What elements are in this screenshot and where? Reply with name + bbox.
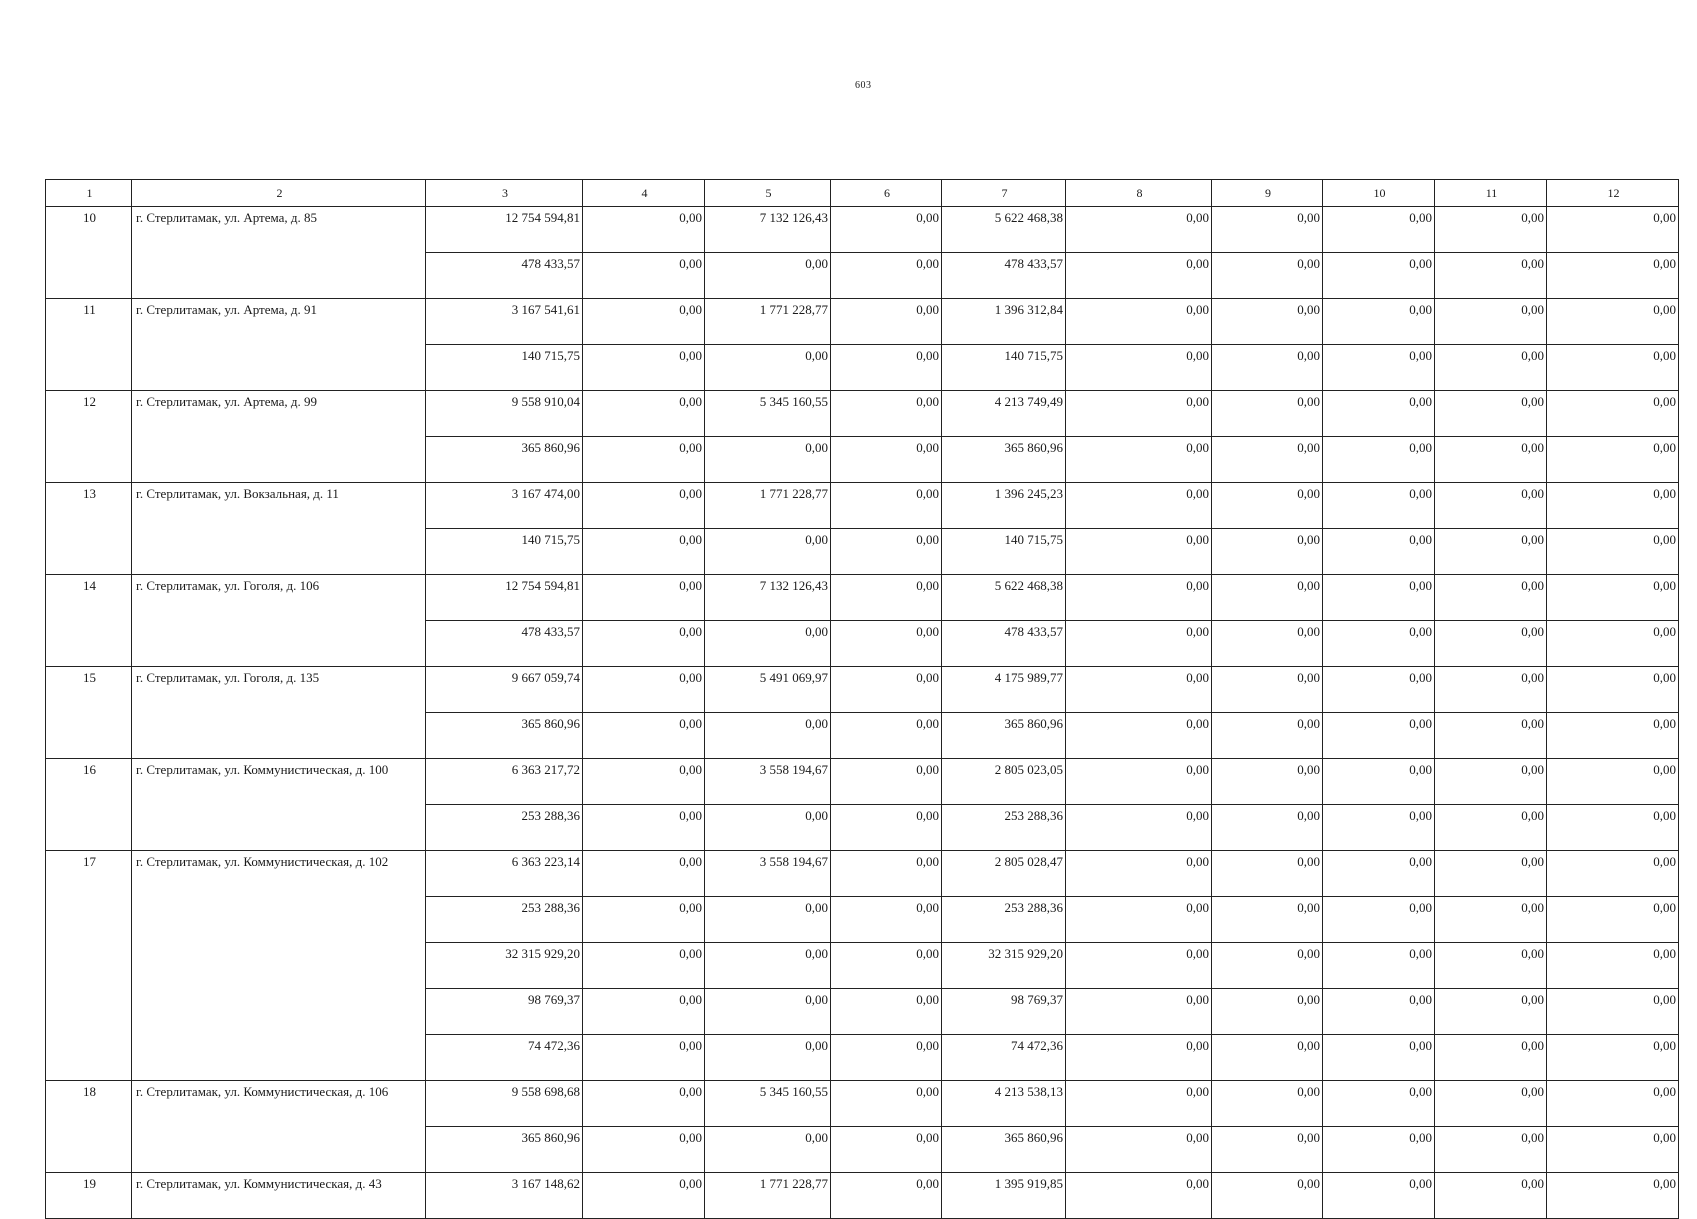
- value-cell: 0,00: [1435, 759, 1547, 805]
- value-cell: 0,00: [1066, 667, 1212, 713]
- column-header: 6: [831, 180, 942, 207]
- value-cell: 0,00: [1066, 483, 1212, 529]
- row-number: 15: [46, 667, 132, 759]
- value-cell: 3 167 541,61: [426, 299, 583, 345]
- value-cell: 0,00: [1547, 851, 1679, 897]
- value-cell: 0,00: [1547, 713, 1679, 759]
- value-cell: 0,00: [1547, 391, 1679, 437]
- value-cell: 0,00: [583, 391, 705, 437]
- value-cell: 0,00: [1212, 391, 1323, 437]
- value-cell: 0,00: [1212, 529, 1323, 575]
- column-header: 7: [942, 180, 1066, 207]
- value-cell: 0,00: [583, 621, 705, 667]
- value-cell: 0,00: [1066, 989, 1212, 1035]
- value-cell: 0,00: [1435, 989, 1547, 1035]
- row-number: 19: [46, 1173, 132, 1219]
- value-cell: 0,00: [1323, 989, 1435, 1035]
- value-cell: 12 754 594,81: [426, 207, 583, 253]
- value-cell: 0,00: [1435, 253, 1547, 299]
- value-cell: 0,00: [1547, 1173, 1679, 1219]
- value-cell: 0,00: [705, 621, 831, 667]
- value-cell: 0,00: [583, 1035, 705, 1081]
- value-cell: 0,00: [705, 897, 831, 943]
- value-cell: 0,00: [831, 805, 942, 851]
- value-cell: 0,00: [1323, 897, 1435, 943]
- value-cell: 0,00: [831, 989, 942, 1035]
- value-cell: 0,00: [583, 1081, 705, 1127]
- value-cell: 0,00: [1212, 989, 1323, 1035]
- value-cell: 0,00: [831, 897, 942, 943]
- value-cell: 0,00: [1066, 529, 1212, 575]
- value-cell: 6 363 223,14: [426, 851, 583, 897]
- value-cell: 0,00: [1212, 1173, 1323, 1219]
- address-cell: г. Стерлитамак, ул. Гоголя, д. 106: [132, 575, 426, 667]
- value-cell: 0,00: [1066, 759, 1212, 805]
- value-cell: 0,00: [583, 897, 705, 943]
- value-cell: 0,00: [1435, 1127, 1547, 1173]
- value-cell: 12 754 594,81: [426, 575, 583, 621]
- value-cell: 0,00: [583, 299, 705, 345]
- value-cell: 253 288,36: [942, 897, 1066, 943]
- value-cell: 0,00: [831, 1173, 942, 1219]
- value-cell: 0,00: [1547, 437, 1679, 483]
- value-cell: 0,00: [1547, 207, 1679, 253]
- value-cell: 0,00: [705, 345, 831, 391]
- value-cell: 365 860,96: [942, 1127, 1066, 1173]
- value-cell: 0,00: [1066, 897, 1212, 943]
- value-cell: 0,00: [583, 529, 705, 575]
- value-cell: 3 558 194,67: [705, 851, 831, 897]
- value-cell: 365 860,96: [942, 713, 1066, 759]
- value-cell: 5 345 160,55: [705, 1081, 831, 1127]
- value-cell: 5 622 468,38: [942, 575, 1066, 621]
- value-cell: 365 860,96: [426, 713, 583, 759]
- value-cell: 0,00: [1212, 943, 1323, 989]
- value-cell: 74 472,36: [942, 1035, 1066, 1081]
- value-cell: 5 491 069,97: [705, 667, 831, 713]
- value-cell: 0,00: [1066, 1035, 1212, 1081]
- value-cell: 0,00: [583, 345, 705, 391]
- address-cell: г. Стерлитамак, ул. Коммунистическая, д. 100: [132, 759, 426, 851]
- value-cell: 0,00: [1323, 207, 1435, 253]
- value-cell: 0,00: [831, 529, 942, 575]
- address-cell: г. Стерлитамак, ул. Коммунистическая, д. 43: [132, 1173, 426, 1219]
- value-cell: 0,00: [583, 207, 705, 253]
- value-cell: 0,00: [1212, 299, 1323, 345]
- value-cell: 478 433,57: [426, 253, 583, 299]
- address-cell: г. Стерлитамак, ул. Артема, д. 91: [132, 299, 426, 391]
- value-cell: 6 363 217,72: [426, 759, 583, 805]
- value-cell: 0,00: [583, 1173, 705, 1219]
- value-cell: 0,00: [1323, 1127, 1435, 1173]
- value-cell: 74 472,36: [426, 1035, 583, 1081]
- column-header: 3: [426, 180, 583, 207]
- column-header: 1: [46, 180, 132, 207]
- value-cell: 5 622 468,38: [942, 207, 1066, 253]
- value-cell: 0,00: [1547, 483, 1679, 529]
- value-cell: 0,00: [1212, 759, 1323, 805]
- value-cell: 0,00: [1547, 1127, 1679, 1173]
- page-number: 603: [855, 80, 872, 91]
- value-cell: 0,00: [705, 989, 831, 1035]
- value-cell: 0,00: [1435, 1173, 1547, 1219]
- value-cell: 0,00: [1323, 1081, 1435, 1127]
- value-cell: 140 715,75: [942, 345, 1066, 391]
- value-cell: 3 167 474,00: [426, 483, 583, 529]
- value-cell: 0,00: [1547, 253, 1679, 299]
- value-cell: 0,00: [1435, 437, 1547, 483]
- value-cell: 0,00: [1435, 345, 1547, 391]
- value-cell: 0,00: [831, 621, 942, 667]
- value-cell: 0,00: [1547, 299, 1679, 345]
- value-cell: 4 175 989,77: [942, 667, 1066, 713]
- value-cell: 0,00: [831, 253, 942, 299]
- value-cell: 0,00: [831, 207, 942, 253]
- value-cell: 0,00: [1066, 1127, 1212, 1173]
- value-cell: 98 769,37: [426, 989, 583, 1035]
- value-cell: 0,00: [1323, 805, 1435, 851]
- address-cell: г. Стерлитамак, ул. Артема, д. 99: [132, 391, 426, 483]
- value-cell: 1 396 245,23: [942, 483, 1066, 529]
- value-cell: 0,00: [1066, 943, 1212, 989]
- value-cell: 0,00: [831, 1127, 942, 1173]
- value-cell: 0,00: [1066, 851, 1212, 897]
- row-number: 14: [46, 575, 132, 667]
- value-cell: 9 558 910,04: [426, 391, 583, 437]
- header-row: [46, 180, 1679, 207]
- value-cell: 0,00: [583, 253, 705, 299]
- value-cell: 32 315 929,20: [426, 943, 583, 989]
- value-cell: 0,00: [1066, 805, 1212, 851]
- value-cell: 0,00: [583, 713, 705, 759]
- row-number: 13: [46, 483, 132, 575]
- table-row: [46, 1081, 1679, 1127]
- value-cell: 0,00: [1323, 851, 1435, 897]
- value-cell: 0,00: [1212, 1127, 1323, 1173]
- value-cell: 0,00: [705, 713, 831, 759]
- table-row: [46, 483, 1679, 529]
- value-cell: 0,00: [705, 253, 831, 299]
- address-cell: г. Стерлитамак, ул. Коммунистическая, д. 106: [132, 1081, 426, 1173]
- value-cell: 0,00: [831, 437, 942, 483]
- value-cell: 0,00: [1547, 529, 1679, 575]
- value-cell: 0,00: [1547, 989, 1679, 1035]
- value-cell: 0,00: [1323, 667, 1435, 713]
- value-cell: 0,00: [1066, 621, 1212, 667]
- value-cell: 0,00: [1435, 713, 1547, 759]
- value-cell: 0,00: [1435, 897, 1547, 943]
- value-cell: 0,00: [583, 759, 705, 805]
- value-cell: 0,00: [1323, 483, 1435, 529]
- value-cell: 0,00: [1323, 943, 1435, 989]
- row-number: 16: [46, 759, 132, 851]
- value-cell: 0,00: [831, 943, 942, 989]
- value-cell: 0,00: [1212, 1081, 1323, 1127]
- value-cell: 0,00: [1323, 759, 1435, 805]
- value-cell: 365 860,96: [426, 437, 583, 483]
- value-cell: 0,00: [1323, 713, 1435, 759]
- value-cell: 4 213 749,49: [942, 391, 1066, 437]
- value-cell: 0,00: [831, 1081, 942, 1127]
- value-cell: 0,00: [1066, 713, 1212, 759]
- value-cell: 0,00: [1547, 621, 1679, 667]
- value-cell: 0,00: [1212, 345, 1323, 391]
- value-cell: 2 805 028,47: [942, 851, 1066, 897]
- value-cell: 98 769,37: [942, 989, 1066, 1035]
- value-cell: 0,00: [1547, 575, 1679, 621]
- address-cell: г. Стерлитамак, ул. Вокзальная, д. 11: [132, 483, 426, 575]
- value-cell: 0,00: [1212, 897, 1323, 943]
- value-cell: 0,00: [1212, 253, 1323, 299]
- value-cell: 0,00: [1212, 621, 1323, 667]
- address-cell: г. Стерлитамак, ул. Коммунистическая, д. 102: [132, 851, 426, 1081]
- value-cell: 478 433,57: [942, 253, 1066, 299]
- row-number: 11: [46, 299, 132, 391]
- value-cell: 0,00: [1323, 253, 1435, 299]
- column-header: 2: [132, 180, 426, 207]
- value-cell: 0,00: [831, 667, 942, 713]
- table-row: [46, 759, 1679, 805]
- value-cell: 0,00: [1323, 621, 1435, 667]
- value-cell: 0,00: [831, 713, 942, 759]
- value-cell: 1 771 228,77: [705, 299, 831, 345]
- value-cell: 7 132 126,43: [705, 575, 831, 621]
- value-cell: 0,00: [1435, 667, 1547, 713]
- value-cell: 0,00: [583, 805, 705, 851]
- value-cell: 140 715,75: [426, 345, 583, 391]
- value-cell: 2 805 023,05: [942, 759, 1066, 805]
- column-header: 4: [583, 180, 705, 207]
- value-cell: 0,00: [1212, 575, 1323, 621]
- table-row: [46, 391, 1679, 437]
- value-cell: 0,00: [1212, 437, 1323, 483]
- column-header: 11: [1435, 180, 1547, 207]
- value-cell: 0,00: [1066, 1081, 1212, 1127]
- column-header: 12: [1547, 180, 1679, 207]
- value-cell: 9 558 698,68: [426, 1081, 583, 1127]
- value-cell: 32 315 929,20: [942, 943, 1066, 989]
- value-cell: 1 771 228,77: [705, 483, 831, 529]
- value-cell: 0,00: [1323, 575, 1435, 621]
- value-cell: 0,00: [1212, 805, 1323, 851]
- table-row: [46, 1173, 1679, 1219]
- value-cell: 3 558 194,67: [705, 759, 831, 805]
- value-cell: 5 345 160,55: [705, 391, 831, 437]
- value-cell: 478 433,57: [426, 621, 583, 667]
- value-cell: 0,00: [583, 667, 705, 713]
- value-cell: 0,00: [1066, 391, 1212, 437]
- value-cell: 0,00: [1323, 345, 1435, 391]
- value-cell: 0,00: [1323, 529, 1435, 575]
- value-cell: 0,00: [1066, 207, 1212, 253]
- value-cell: 253 288,36: [426, 897, 583, 943]
- value-cell: 0,00: [1547, 897, 1679, 943]
- value-cell: 3 167 148,62: [426, 1173, 583, 1219]
- value-cell: 0,00: [1066, 437, 1212, 483]
- value-cell: 0,00: [583, 1127, 705, 1173]
- value-cell: 0,00: [1547, 345, 1679, 391]
- value-cell: 0,00: [1066, 299, 1212, 345]
- value-cell: 0,00: [705, 529, 831, 575]
- value-cell: 0,00: [1435, 805, 1547, 851]
- value-cell: 0,00: [831, 345, 942, 391]
- row-number: 10: [46, 207, 132, 299]
- value-cell: 0,00: [583, 851, 705, 897]
- value-cell: 0,00: [831, 299, 942, 345]
- row-number: 18: [46, 1081, 132, 1173]
- value-cell: 7 132 126,43: [705, 207, 831, 253]
- value-cell: 0,00: [1435, 529, 1547, 575]
- value-cell: 365 860,96: [942, 437, 1066, 483]
- column-header: 9: [1212, 180, 1323, 207]
- value-cell: 365 860,96: [426, 1127, 583, 1173]
- register-table: [45, 179, 1679, 1219]
- value-cell: 0,00: [831, 483, 942, 529]
- value-cell: 0,00: [705, 943, 831, 989]
- value-cell: 0,00: [1547, 667, 1679, 713]
- value-cell: 0,00: [1547, 1081, 1679, 1127]
- value-cell: 1 396 312,84: [942, 299, 1066, 345]
- value-cell: 0,00: [1323, 437, 1435, 483]
- value-cell: 0,00: [1066, 253, 1212, 299]
- value-cell: 0,00: [1435, 207, 1547, 253]
- value-cell: 0,00: [1323, 1173, 1435, 1219]
- value-cell: 0,00: [1547, 943, 1679, 989]
- value-cell: 478 433,57: [942, 621, 1066, 667]
- value-cell: 0,00: [1323, 1035, 1435, 1081]
- value-cell: 0,00: [1435, 1081, 1547, 1127]
- value-cell: 1 771 228,77: [705, 1173, 831, 1219]
- value-cell: 1 395 919,85: [942, 1173, 1066, 1219]
- row-number: 12: [46, 391, 132, 483]
- value-cell: 0,00: [831, 1035, 942, 1081]
- value-cell: 0,00: [1212, 207, 1323, 253]
- value-cell: 0,00: [583, 989, 705, 1035]
- value-cell: 0,00: [583, 483, 705, 529]
- value-cell: 0,00: [1435, 1035, 1547, 1081]
- table-row: [46, 575, 1679, 621]
- value-cell: 0,00: [1435, 621, 1547, 667]
- value-cell: 0,00: [1212, 483, 1323, 529]
- value-cell: 0,00: [831, 575, 942, 621]
- value-cell: 0,00: [583, 575, 705, 621]
- value-cell: 0,00: [705, 437, 831, 483]
- value-cell: 0,00: [831, 759, 942, 805]
- value-cell: 0,00: [1547, 1035, 1679, 1081]
- value-cell: 9 667 059,74: [426, 667, 583, 713]
- value-cell: 140 715,75: [426, 529, 583, 575]
- value-cell: 0,00: [1547, 805, 1679, 851]
- table-row: [46, 207, 1679, 253]
- value-cell: 0,00: [1212, 713, 1323, 759]
- value-cell: 0,00: [1435, 483, 1547, 529]
- value-cell: 0,00: [831, 391, 942, 437]
- column-header: 5: [705, 180, 831, 207]
- column-header: 10: [1323, 180, 1435, 207]
- value-cell: 140 715,75: [942, 529, 1066, 575]
- value-cell: 0,00: [583, 943, 705, 989]
- address-cell: г. Стерлитамак, ул. Артема, д. 85: [132, 207, 426, 299]
- address-cell: г. Стерлитамак, ул. Гоголя, д. 135: [132, 667, 426, 759]
- table-row: [46, 299, 1679, 345]
- value-cell: 0,00: [1212, 667, 1323, 713]
- value-cell: 0,00: [831, 851, 942, 897]
- value-cell: 0,00: [1435, 851, 1547, 897]
- value-cell: 0,00: [1435, 299, 1547, 345]
- value-cell: 0,00: [705, 805, 831, 851]
- value-cell: 0,00: [1323, 391, 1435, 437]
- value-cell: 0,00: [1212, 851, 1323, 897]
- value-cell: 253 288,36: [942, 805, 1066, 851]
- value-cell: 0,00: [1066, 575, 1212, 621]
- value-cell: 253 288,36: [426, 805, 583, 851]
- table-row: [46, 851, 1679, 897]
- value-cell: 0,00: [1066, 345, 1212, 391]
- value-cell: 0,00: [583, 437, 705, 483]
- value-cell: 0,00: [1323, 299, 1435, 345]
- value-cell: 0,00: [1435, 943, 1547, 989]
- value-cell: 0,00: [705, 1127, 831, 1173]
- value-cell: 0,00: [1212, 1035, 1323, 1081]
- register-table-body: [46, 180, 1679, 1219]
- row-number: 17: [46, 851, 132, 1081]
- column-header: 8: [1066, 180, 1212, 207]
- table-row: [46, 667, 1679, 713]
- value-cell: 0,00: [1435, 575, 1547, 621]
- value-cell: 4 213 538,13: [942, 1081, 1066, 1127]
- value-cell: 0,00: [1435, 391, 1547, 437]
- value-cell: 0,00: [705, 1035, 831, 1081]
- value-cell: 0,00: [1547, 759, 1679, 805]
- value-cell: 0,00: [1066, 1173, 1212, 1219]
